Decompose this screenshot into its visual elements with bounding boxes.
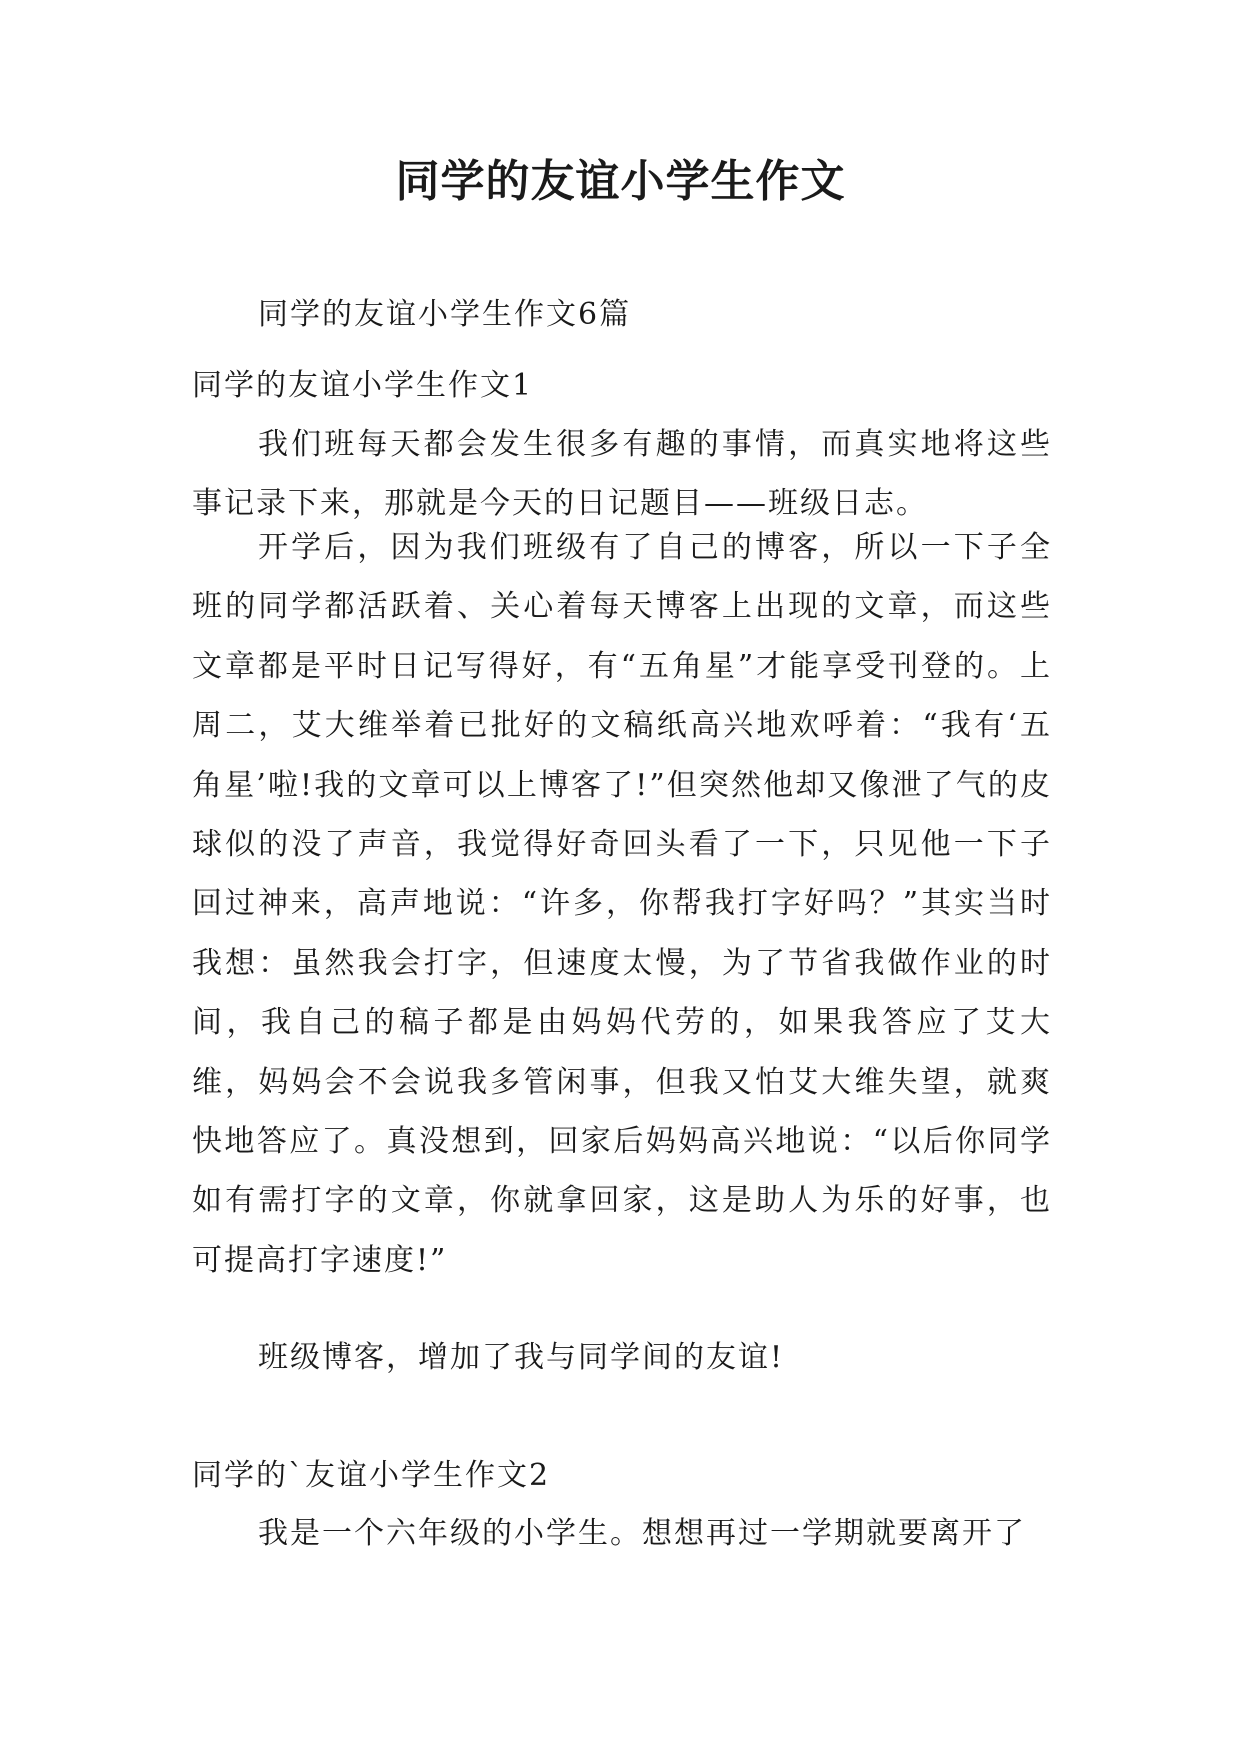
section-2-paragraph-1: 我是一个六年级的小学生。想想再过一学期就要离开了: [258, 1516, 1026, 1551]
section-1-paragraph-3: 班级博客，增加了我与同学间的友谊!: [258, 1340, 785, 1375]
section-1-paragraph-1: 我们班每天都会发生很多有趣的事情，而真实地将这些事记录下来，那就是今天的日记题目——班级日志。: [192, 427, 1052, 522]
section-heading-1: 同学的友谊小学生作文1: [192, 368, 534, 403]
section-heading-2: 同学的`友谊小学生作文2: [192, 1458, 551, 1493]
document-subtitle: 同学的友谊小学生作文6篇: [258, 297, 632, 332]
document-title: 同学的友谊小学生作文: [395, 156, 846, 207]
section-1-paragraph-2: 开学后，因为我们班级有了自己的博客，所以一下子全班的同学都活跃着、关心着每天博客上出现的文章，而这些文章都是平时日记写得好，有“五角星”才能享受刊登的。上周二，艾大维举着已批好的文稿纸高兴地欢呼着：“我有‘五角星’啦!我的文章可以上博客了!”但突然他却又像泄了气的皮球似的没了声音，我觉得好奇回头看了一下，只见他一下子回过神来，高声地说：“许多，你帮我打字好吗？”其实当时我想：虽然我会打字，但速度太慢，为了节省我做作业的时间，我自己的稿子都是由妈妈代劳的，如果我答应了艾大维，妈妈会不会说我多管闲事，但我又怕艾大维失望，就爽快地答应了。真没想到，回家后妈妈高兴地说：“以后你同学如有需打字的文章，你就拿回家，这是助人为乐的好事，也可提高打字速度!”: [192, 530, 1052, 1278]
